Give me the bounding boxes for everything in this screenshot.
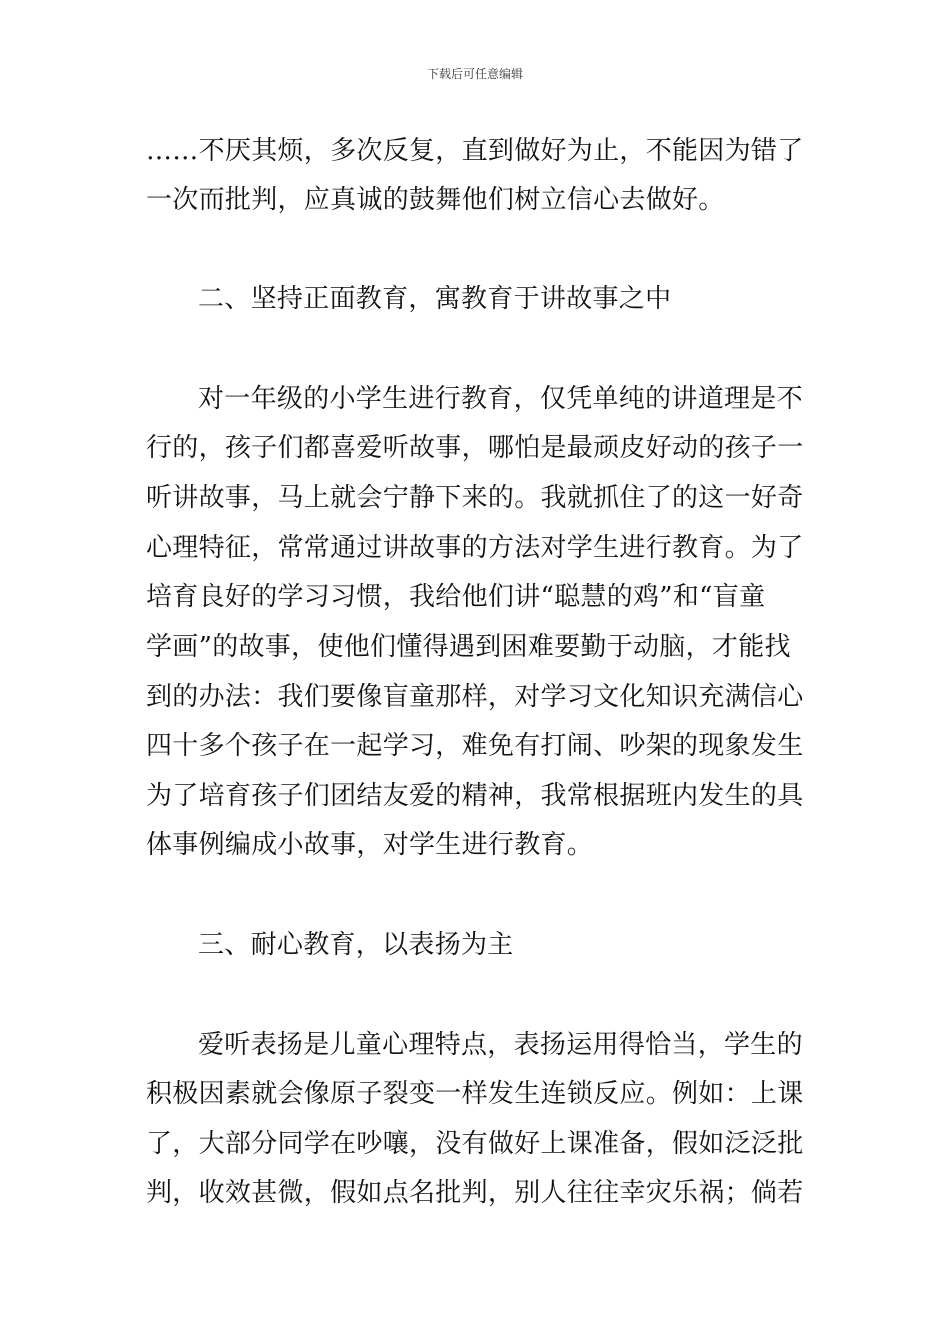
text-line: 体事例编成小故事，对学生进行教育。 — [146, 830, 594, 860]
section-heading: 二、坚持正面教育，寓教育于讲故事之中 — [198, 284, 672, 314]
paragraph-first-line: 对一年级的小学生进行教育，仅凭单纯的讲道理是不 — [198, 384, 803, 414]
text-line: 培育良好的学习习惯，我给他们讲“聪慧的鸡”和“盲童 — [146, 582, 766, 612]
text-line: 心理特征，常常通过讲故事的方法对学生进行教育。为了 — [146, 533, 804, 563]
page-header-note: 下载后可任意编辑 — [426, 67, 523, 81]
text-line: 四十多个孩子在一起学习，难免有打闹、吵架的现象发生 — [146, 731, 804, 761]
text-line: 为了培育孩子们团结友爱的精神，我常根据班内发生的具 — [146, 781, 804, 811]
section-heading: 三、耐心教育，以表扬为主 — [198, 930, 514, 960]
text-line: 学画”的故事，使他们懂得遇到困难要勤于动脑，才能找 — [146, 632, 791, 662]
text-line: ……不厌其烦，多次反复，直到做好为止，不能因为错了 — [146, 136, 804, 166]
text-line: 判，收效甚微，假如点名批判，别人往往幸灾乐祸；倘若 — [146, 1178, 804, 1208]
text-line: 到的办法：我们要像盲童那样，对学习文化知识充满信心 — [146, 682, 804, 712]
text-line: 一次而批判，应真诚的鼓舞他们树立信心去做好。 — [146, 185, 725, 215]
text-line: 行的，孩子们都喜爱听故事，哪怕是最顽皮好动的孩子一 — [146, 433, 804, 463]
text-line: 积极因素就会像原子裂变一样发生连锁反应。例如：上课 — [146, 1079, 804, 1109]
text-line: 听讲故事，马上就会宁静下来的。我就抓住了的这一好奇 — [146, 483, 804, 513]
text-line: 了，大部分同学在吵嚷，没有做好上课准备，假如泛泛批 — [146, 1129, 804, 1159]
paragraph-first-line: 爱听表扬是儿童心理特点，表扬运用得恰当，学生的 — [198, 1030, 803, 1060]
